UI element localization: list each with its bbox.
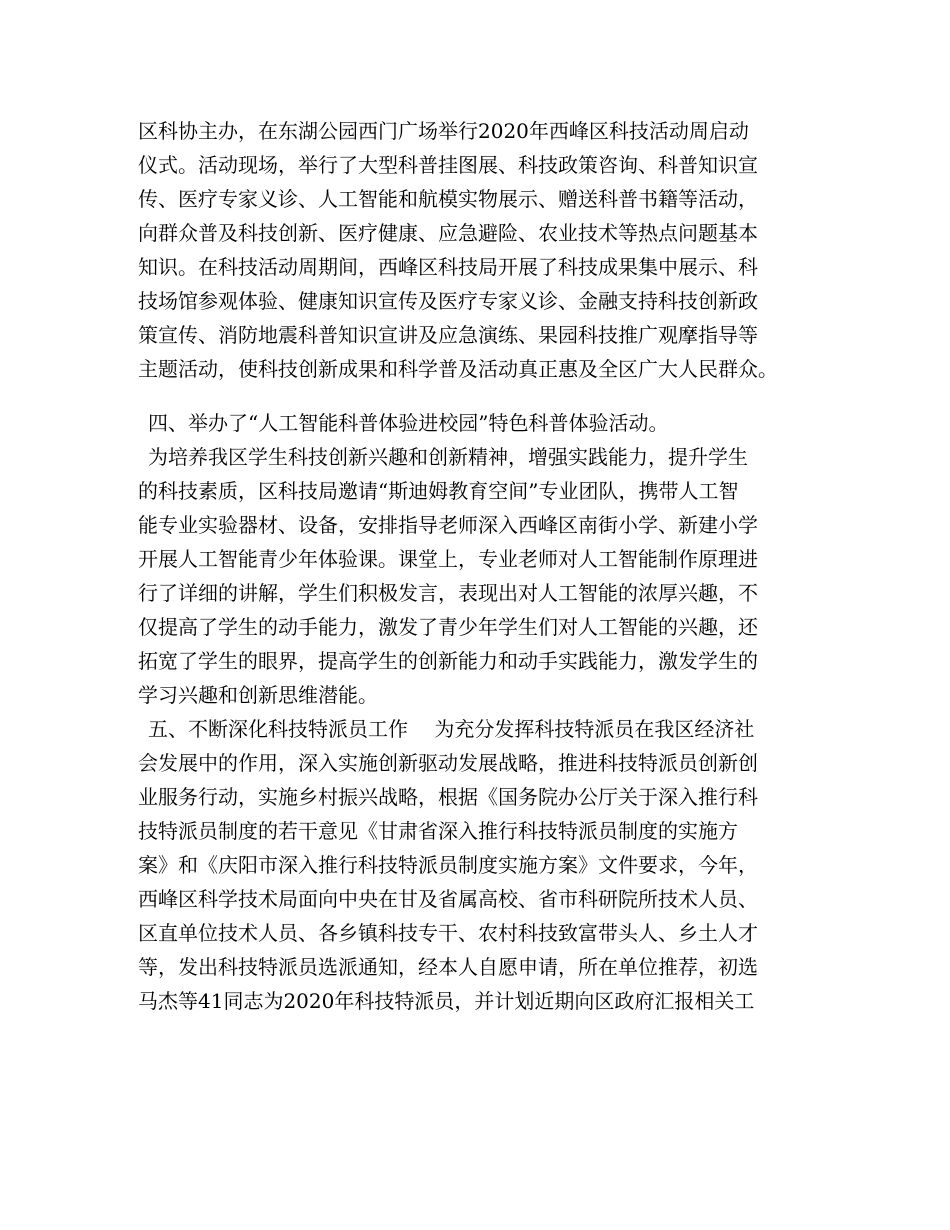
paragraph-line: 策宣传、消防地震科普知识宣讲及应急演练、果园科技推广观摩指导等 — [138, 323, 758, 347]
paragraph-line: 知识。在科技活动周期间，西峰区科技局开展了科技成果集中展示、科 — [138, 255, 758, 279]
paragraph-line: 等，发出科技特派员选派通知，经本人自愿申请，所在单位推荐，初选 — [138, 955, 758, 979]
paragraph-line: 开展人工智能青少年体验课。课堂上，专业老师对人工智能制作原理进 — [138, 547, 758, 571]
paragraph-line: 学习兴趣和创新思维潜能。 — [138, 683, 378, 707]
paragraph-line: 为培养我区学生科技创新兴趣和创新精神，增强实践能力，提升学生 — [148, 445, 748, 469]
paragraph-line: 能专业实验器材、设备，安排指导老师深入西峰区南街小学、新建小学 — [138, 513, 758, 537]
section-heading-4: 四、举办了“人工智能科普体验进校园”特色科普体验活动。 — [148, 411, 669, 435]
paragraph-line: 业服务行动，实施乡村振兴战略，根据《国务院办公厅关于深入推行科 — [138, 785, 758, 809]
paragraph-line: 拓宽了学生的眼界，提高学生的创新能力和动手实践能力，激发学生的 — [138, 649, 758, 673]
paragraph-line: 传、医疗专家义诊、人工智能和航模实物展示、赠送科普书籍等活动， — [138, 187, 758, 211]
paragraph-line: 主题活动，使科技创新成果和科学普及活动真正惠及全区广大人民群众。 — [138, 357, 778, 381]
paragraph-line: 向群众普及科技创新、医疗健康、应急避险、农业技术等热点问题基本 — [138, 221, 758, 245]
paragraph-line: 的科技素质，区科技局邀请“斯迪姆教育空间”专业团队，携带人工智 — [138, 479, 739, 503]
paragraph-line: 案》和《庆阳市深入推行科技特派员制度实施方案》文件要求，今年， — [138, 853, 758, 877]
paragraph-line: 区直单位技术人员、各乡镇科技专干、农村科技致富带头人、乡土人才 — [138, 921, 758, 945]
paragraph-line: 仪式。活动现场，举行了大型科普挂图展、科技政策咨询、科普知识宣 — [138, 153, 758, 177]
paragraph-line: 行了详细的讲解，学生们积极发言，表现出对人工智能的浓厚兴趣，不 — [138, 581, 758, 605]
paragraph-line: 区科协主办，在东湖公园西门广场举行2020年西峰区科技活动周启动 — [138, 119, 749, 143]
paragraph-line: 技场馆参观体验、健康知识宣传及医疗专家义诊、金融支持科技创新政 — [138, 289, 758, 313]
section-heading-5: 五、不断深化科技特派员工作 为充分发挥科技特派员在我区经济社 — [148, 717, 755, 741]
paragraph-line: 技特派员制度的若干意见《甘肃省深入推行科技特派员制度的实施方 — [138, 819, 738, 843]
paragraph-line: 西峰区科学技术局面向中央在甘及省属高校、省市科研院所技术人员、 — [138, 887, 758, 911]
paragraph-line: 仅提高了学生的动手能力，激发了青少年学生们对人工智能的兴趣，还 — [138, 615, 758, 639]
paragraph-line: 会发展中的作用，深入实施创新驱动发展战略，推进科技特派员创新创 — [138, 751, 758, 775]
paragraph-line: 马杰等41同志为2020年科技特派员，并计划近期向区政府汇报相关工 — [138, 989, 755, 1013]
